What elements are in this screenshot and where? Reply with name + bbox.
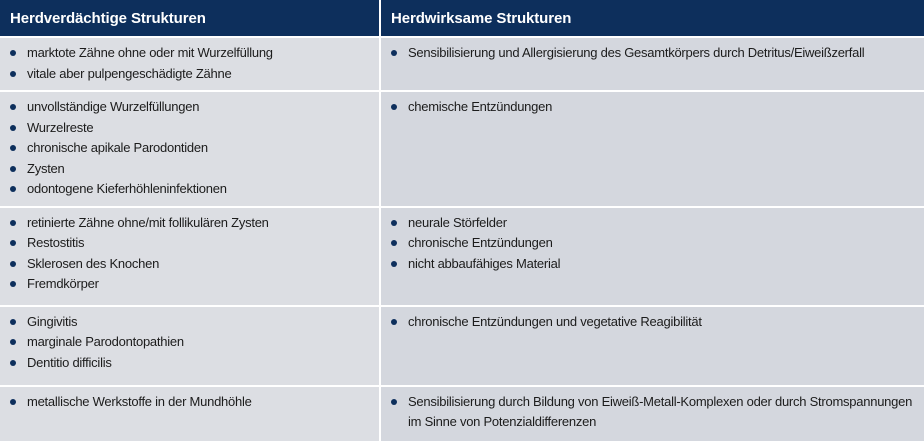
bullet-list	[0, 392, 379, 413]
list-item-text: Sensibilisierung durch Bildung von Eiweiß-Metall-Komplexen oder durch Stromspannungen im Sinne von Potenzialdifferenzen	[408, 393, 913, 429]
list-item-text: Sklerosen des Knochen	[27, 255, 160, 271]
table-row	[0, 91, 924, 207]
bullet-icon	[10, 261, 16, 267]
bullet-icon	[10, 166, 16, 172]
cell-suspicious	[0, 386, 380, 441]
bullet-icon	[391, 261, 397, 267]
list-item-text: chronische apikale Parodontiden	[27, 140, 208, 155]
bullet-icon	[10, 186, 16, 192]
bullet-list	[381, 392, 924, 433]
list-item	[391, 43, 918, 64]
bullet-icon	[391, 220, 397, 226]
list-item	[10, 159, 373, 180]
bullet-icon	[10, 319, 16, 325]
bullet-list	[381, 97, 924, 118]
list-item	[391, 233, 918, 254]
list-item	[10, 353, 373, 374]
bullet-icon	[391, 240, 397, 246]
list-item	[10, 312, 373, 333]
bullet-icon	[10, 104, 16, 110]
table-row	[0, 37, 924, 91]
bullet-icon	[10, 399, 16, 405]
list-item	[10, 254, 373, 275]
bullet-icon	[10, 281, 16, 287]
cell-effective	[380, 306, 924, 386]
bullet-icon	[10, 50, 16, 56]
list-item	[10, 179, 373, 200]
bullet-list	[381, 312, 924, 333]
list-item	[10, 233, 373, 254]
bullet-list	[381, 43, 924, 64]
cell-suspicious	[0, 306, 380, 386]
bullet-icon	[10, 360, 16, 366]
list-item-text: nicht abbaufähiges Material	[408, 255, 561, 271]
list-item-text: odontogene Kieferhöhleninfektionen	[27, 181, 227, 196]
list-item-text: unvollständige Wurzelfüllungen	[27, 99, 200, 114]
bullet-list	[0, 43, 379, 84]
list-item-text: vitale aber pulpengeschädigte Zähne	[27, 65, 232, 81]
cell-suspicious	[0, 207, 380, 306]
bullet-list	[0, 97, 379, 200]
table-row	[0, 306, 924, 386]
list-item-text: retinierte Zähne ohne/mit follikulären Zysten	[27, 214, 269, 230]
header-effective-structures: Herdwirksame Strukturen	[380, 0, 924, 37]
list-item	[10, 43, 373, 64]
list-item-text: metallische Werkstoffe in der Mundhöhle	[27, 393, 252, 409]
list-item-text: chronische Entzündungen und vegetative Reagibilität	[408, 313, 702, 329]
list-item-text: Gingivitis	[27, 313, 78, 329]
cell-effective	[380, 37, 924, 91]
list-item	[391, 392, 918, 433]
bullet-icon	[10, 71, 16, 77]
list-item-text: chronische Entzündungen	[408, 235, 553, 250]
header-suspicious-structures: Herdverdächtige Strukturen	[0, 0, 380, 37]
bullet-list	[0, 213, 379, 295]
list-item	[10, 64, 373, 85]
list-item-text: Zysten	[27, 160, 65, 176]
bullet-icon	[10, 125, 16, 131]
list-item	[391, 97, 918, 118]
bullet-list	[381, 213, 924, 275]
bullet-icon	[391, 50, 397, 56]
bullet-icon	[10, 339, 16, 345]
list-item-text: Dentitio difficilis	[27, 354, 112, 370]
list-item	[10, 138, 373, 159]
list-item-text: marginale Parodontopathien	[27, 334, 184, 349]
list-item-text: Restostitis	[27, 235, 85, 250]
cell-suspicious	[0, 91, 380, 207]
list-item	[10, 274, 373, 295]
table-header-row	[0, 0, 924, 37]
bullet-icon	[10, 145, 16, 151]
list-item-text: Fremdkörper	[27, 276, 99, 291]
bullet-icon	[391, 319, 397, 325]
list-item-text: chemische Entzündungen	[408, 99, 553, 114]
list-item-text: neurale Störfelder	[408, 214, 507, 230]
cell-effective	[380, 207, 924, 306]
list-item	[10, 332, 373, 353]
bullet-icon	[10, 240, 16, 246]
list-item	[10, 118, 373, 139]
cell-suspicious	[0, 37, 380, 91]
table-row	[0, 207, 924, 306]
bullet-icon	[391, 104, 397, 110]
bullet-list	[0, 312, 379, 374]
cell-effective	[380, 91, 924, 207]
list-item	[391, 312, 918, 333]
list-item-text: Wurzelreste	[27, 119, 94, 135]
cell-effective	[380, 386, 924, 441]
bullet-icon	[10, 220, 16, 226]
list-item	[10, 392, 373, 413]
list-item	[391, 254, 918, 275]
bullet-icon	[391, 399, 397, 405]
table-row	[0, 386, 924, 441]
list-item	[10, 97, 373, 118]
list-item	[10, 213, 373, 234]
list-item-text: marktote Zähne ohne oder mit Wurzelfüllung	[27, 45, 273, 60]
list-item-text: Sensibilisierung und Allergisierung des Gesamtkörpers durch Detritus/Eiweißzerfall	[408, 45, 865, 60]
list-item	[391, 213, 918, 234]
